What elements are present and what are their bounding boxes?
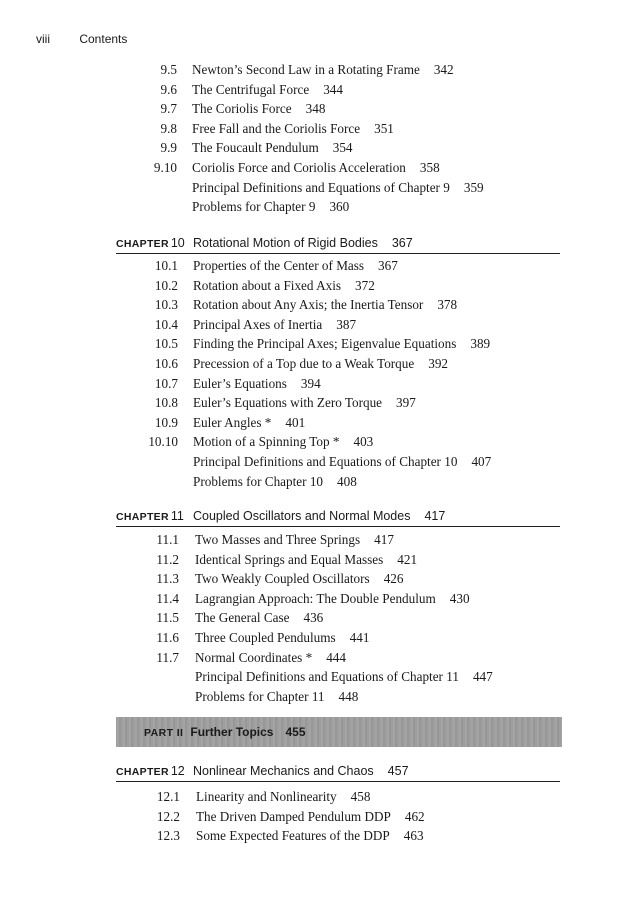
section-number: 9.9 [160,140,177,156]
section-title: The Coriolis Force [192,101,292,117]
page-number: viii [36,32,50,46]
section-page: 436 [303,610,324,626]
section-page: 426 [383,571,404,587]
chapter-heading [116,763,560,782]
section-page: 392 [428,356,449,371]
chapter-number: 12 [170,764,185,778]
section-page: 407 [471,454,492,469]
section-number: 10.6 [154,356,178,371]
section-page: 358 [419,160,440,175]
section-title: Problems for Chapter 11 [195,688,325,704]
section-title: Lagrangian Approach: The Double Pendulum [195,590,436,606]
section-title: The Foucault Pendulum [192,140,319,156]
section-title: Principal Axes of Inertia [193,316,323,332]
section-page: 394 [300,375,321,391]
section-number: 9.10 [153,160,177,175]
chapter-page: 457 [387,764,409,778]
section-page: 351 [374,120,394,136]
part-page: 455 [285,725,306,739]
section-page: 458 [350,789,371,804]
section-title: The Centrifugal Force [192,81,310,97]
section-title: Coriolis Force and Coriolis Acceleration [192,160,406,175]
section-title: The Driven Damped Pendulum DDP [196,808,391,824]
section-page: 444 [326,649,346,665]
chapter-label: CHAPTER [116,238,169,250]
part-label: PART II [144,727,184,739]
section-title: Principal Definitions and Equations of Chapter 11 [195,669,459,685]
section-number: 10.3 [154,297,178,313]
section-page: 417 [374,532,394,547]
section-title: Properties of the Center of Mass [193,258,365,273]
section-number: 11.5 [156,610,179,626]
chapter-heading [116,508,560,527]
section-page: 372 [355,277,375,293]
section-number: 10.4 [154,316,178,332]
section-page: 387 [336,316,357,332]
section-page: 447 [472,669,493,685]
section-number: 12.3 [156,828,180,844]
chapter-title: Rotational Motion of Rigid Bodies [193,236,378,250]
section-title: The General Case [195,610,290,626]
section-number: 10.2 [154,277,178,293]
section-number: 11.6 [156,630,179,645]
section-title: Principal Definitions and Equations of Chapter 10 [193,454,458,469]
section-page: 344 [323,81,343,97]
section-title: Problems for Chapter 10 [193,473,324,489]
section-number: 9.8 [160,120,177,136]
section-title: Rotation about Any Axis; the Inertia Tensor [193,297,424,313]
section-page: 359 [463,179,484,195]
section-title: Problems for Chapter 9 [192,199,316,215]
section-number: 10.1 [154,258,178,273]
section-page: 389 [470,336,491,352]
section-page: 430 [449,590,470,606]
section-title: Two Masses and Three Springs [195,532,361,547]
section-number: 12.2 [156,808,180,824]
section-page: 397 [396,395,416,411]
section-page: 462 [404,808,425,824]
chapter-title: Nonlinear Mechanics and Chaos [193,764,374,778]
section-title: Free Fall and the Coriolis Force [192,120,361,136]
section-number: 11.2 [156,551,179,567]
running-head [36,32,127,46]
section-number: 10.5 [154,336,178,352]
section-title: Normal Coordinates * [195,649,313,665]
section-number: 10.7 [154,375,178,391]
chapter-number: 10 [170,236,185,250]
section-page: 378 [437,297,458,313]
section-number: 11.1 [156,532,179,547]
section-number: 9.7 [160,101,177,117]
section-page: 354 [332,140,353,156]
section-title: Linearity and Nonlinearity [196,789,337,804]
chapter-number: 11 [170,509,184,523]
section-title: Euler’s Equations [193,375,287,391]
section-page: 342 [433,62,454,77]
section-number: 11.7 [156,649,179,665]
section-page: 408 [337,473,357,489]
chapter-page: 417 [424,509,446,523]
section-number: 10.10 [148,434,178,450]
section-number: 10.8 [154,395,178,411]
section-page: 403 [353,434,374,450]
section-number: 12.1 [156,789,180,804]
part-title: Further Topics [190,725,274,739]
section-title: Euler’s Equations with Zero Torque [193,395,383,411]
section-page: 448 [338,688,359,704]
section-page: 367 [378,258,398,273]
section-title: Some Expected Features of the DDP [196,828,390,844]
running-title: Contents [79,32,128,46]
section-page: 360 [329,199,350,215]
section-title: Precession of a Top due to a Weak Torque [193,356,415,371]
section-title: Motion of a Spinning Top * [193,434,340,450]
chapter-page: 367 [391,236,413,250]
chapter-label: CHAPTER [116,766,169,778]
chapter-heading [116,235,560,254]
section-title: Euler Angles * [193,414,272,430]
section-number: 9.6 [160,81,177,97]
section-number: 11.3 [156,571,179,587]
section-title: Principal Definitions and Equations of Chapter 9 [192,179,450,195]
chapter-label: CHAPTER [116,511,169,523]
section-title: Rotation about a Fixed Axis [193,277,341,293]
section-title: Finding the Principal Axes; Eigenvalue Equations [193,336,457,352]
section-page: 421 [397,551,418,567]
section-page: 441 [349,630,370,645]
section-title: Identical Springs and Equal Masses [195,551,384,567]
section-number: 9.5 [160,62,177,77]
chapter-title: Coupled Oscillators and Normal Modes [193,509,411,523]
section-title: Newton’s Second Law in a Rotating Frame [192,62,420,77]
section-page: 348 [305,101,326,117]
section-page: 463 [403,828,424,844]
part-banner [116,717,562,747]
section-title: Three Coupled Pendulums [195,630,336,645]
section-page: 401 [285,414,306,430]
section-number: 11.4 [156,590,179,606]
section-number: 10.9 [154,414,178,430]
section-title: Two Weakly Coupled Oscillators [195,571,370,587]
